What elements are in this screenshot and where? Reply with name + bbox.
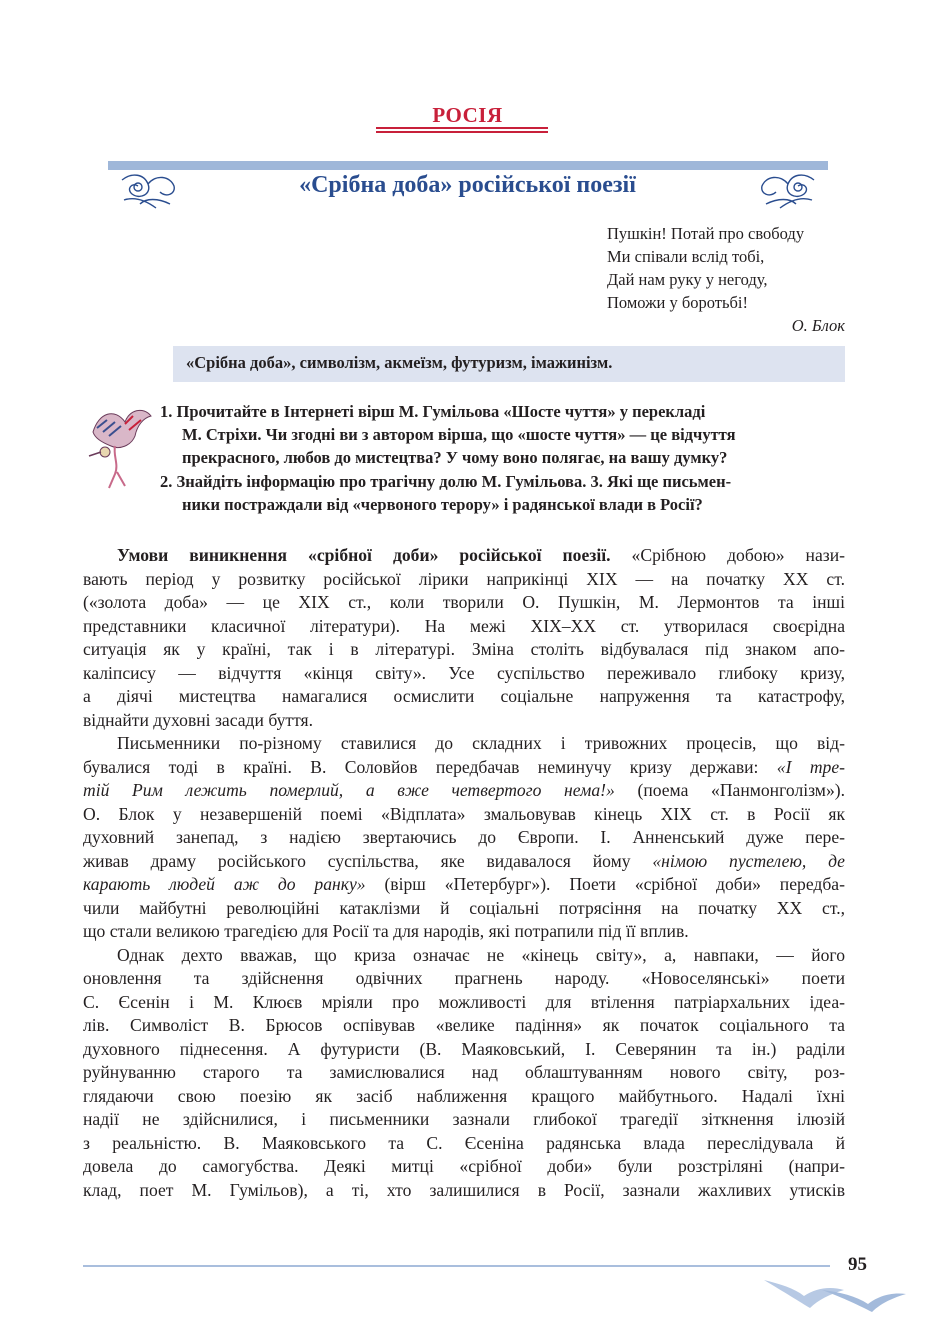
paragraph-line (83, 544, 845, 568)
quote-run: «німою пустелею, де (652, 850, 845, 871)
paragraph-line: клад, поет М. Гумільов), а ті, хто залишилися в Росії, зазнали жахливих утисків (83, 1179, 845, 1200)
paragraph-line: чили майбутні революційні катаклізми й соціальні потрясіння на початку XX ст., (83, 897, 845, 918)
paragraph-line: лів. Символіст В. Брюсов оспівував «велике падіння» як початок соціального та (83, 1015, 845, 1035)
epigraph-line: Дай нам руку у негоду, (607, 270, 768, 289)
quote-run: «І тре- (776, 756, 845, 777)
paragraph-line: («золота доба» — це XIX ст., коли творили О. Пушкін, М. Лермонтов та інші (83, 592, 845, 612)
questions-list (160, 400, 850, 516)
paragraph-line: каліпсису — відчуття «кінця світу». Усе суспільство переживало глибоку кризу, (83, 662, 845, 683)
question-line: М. Стріхи. Чи згодні ви з автором вірша, що «шосте чуття» — це відчуття (182, 425, 736, 445)
paragraph-line: віднайти духовні засади буття. (83, 709, 314, 730)
text-run: бувалися тоді в країні. В. Соловйов передбачав неминучу кризу держави: (83, 756, 777, 777)
epigraph-line: Ми співали вслід тобі, (607, 247, 765, 266)
paragraph-line: надії не здійснилися, і письменники зазнали глибокої трагедії зіткнення ілюзій (83, 1109, 845, 1129)
quote-run: карають людей аж до ранку» (83, 874, 366, 894)
paragraph-line (83, 873, 845, 897)
keywords-box (173, 346, 845, 382)
paragraph-line: ситуація як у країні, так і в літературі. Зміна століть відбувалася під знаком апо- (83, 639, 845, 659)
page-number: 95 (848, 1254, 867, 1275)
paragraph-line: духовний занепад, з надією звертаючись до Європи. І. Анненський дуже пере- (83, 827, 845, 847)
heron-bird-icon (85, 402, 157, 490)
quote-run: тій Рим лежить померлий, а вже четвертого нема!» (83, 780, 615, 800)
paragraph-line: з реальністю. В. Маяковського та С. Єсеніна радянська влада переслідувала й (83, 1132, 845, 1153)
paragraph-line: духовного піднесення. А футуристи (В. Маяковський, І. Северянин та ін.) раділи (83, 1038, 845, 1059)
title-rule-top (376, 127, 548, 129)
paragraph-line (83, 850, 845, 874)
paragraph-line: оновлення та здійснення одвічних прагнень народу. «Новоселянські» поети (83, 968, 845, 988)
flying-birds-icon (760, 1270, 910, 1320)
epigraph-author: О. Блок (791, 316, 845, 335)
paragraph-lead: Умови виникнення «срібної доби» російської поезії. (117, 545, 611, 565)
paragraph-line: С. Єсенін і М. Клюєв мріяли про можливості для втілення патріархальних ідеа- (83, 991, 845, 1012)
question-line: ники постраждали від «червоного терору» і радянської влади в Росії? (182, 494, 703, 514)
paragraph-line: глядаючи свою поезію як засіб наближення кращого майбутнього. Надалі їхні (83, 1085, 845, 1106)
paragraph-line: а діячі мистецтва намагалися осмислити соціальне напруження та катастрофу, (83, 686, 845, 706)
epigraph-line: Поможи у боротьбі! (607, 293, 748, 312)
paragraph-line: представники класичної літератури). На межі XIX–XX ст. утворилася своєрідна (83, 615, 845, 636)
paragraph-line: вають період у розвитку російської лірики наприкінці XIX — на початку XX ст. (83, 568, 845, 589)
paragraph-line: довела до самогубства. Деякі митці «срібної доби» були розстріляні (напри- (83, 1156, 845, 1176)
keywords-text: «Срібна доба», символізм, акмеїзм, футуризм, імажинізм. (186, 353, 613, 372)
epigraph (607, 222, 847, 337)
question-line: прекрасного, любов до мистецтва? У чому воно полягає, на вашу думку? (182, 448, 728, 468)
paragraph-line: руйнуванню старого та замислювалися над облаштуванням нового світу, роз- (83, 1062, 845, 1082)
question-line: 2. Знайдіть інформацію про трагічну долю М. Гумільова. 3. Які ще письмен- (160, 471, 732, 491)
section-title: РОСІЯ (432, 103, 503, 127)
paragraph-line: що стали великою трагедією для Росії та для народів, які потрапили під її вплив. (83, 921, 689, 941)
text-run: (поема «Панмонголізм»). (614, 780, 845, 800)
chapter-title: «Срібна доба» російської поезії (299, 172, 636, 198)
text-run: живав драму російського суспільства, яке видавалося йому (83, 850, 653, 871)
footer-rule (83, 1265, 830, 1267)
text-run: «Срібною добою» нази- (610, 545, 845, 565)
paragraph-line: Письменники по-різному ставилися до складних і тривожних процесів, що від- (117, 733, 845, 753)
epigraph-line: Пушкін! Потай про свободу (607, 224, 805, 243)
question-line: 1. Прочитайте в Інтернеті вірш М. Гумільова «Шосте чуття» у перекладі (160, 402, 706, 421)
text-run: (вірш «Петербург»). Поети «срібної доби» передба- (365, 874, 845, 894)
paragraph-line: Однак дехто вважав, що криза означає не «кінець світу», а, навпаки, — його (117, 944, 845, 965)
paragraph-line (83, 779, 845, 803)
paragraph-line: О. Блок у незавершеній поемі «Відплата» змальовував кінець XIX ст. в Росії як (83, 803, 845, 824)
title-rule-bottom (376, 131, 548, 133)
body-text (83, 544, 845, 1202)
paragraph-line (83, 756, 845, 780)
chapter-band (108, 161, 828, 170)
